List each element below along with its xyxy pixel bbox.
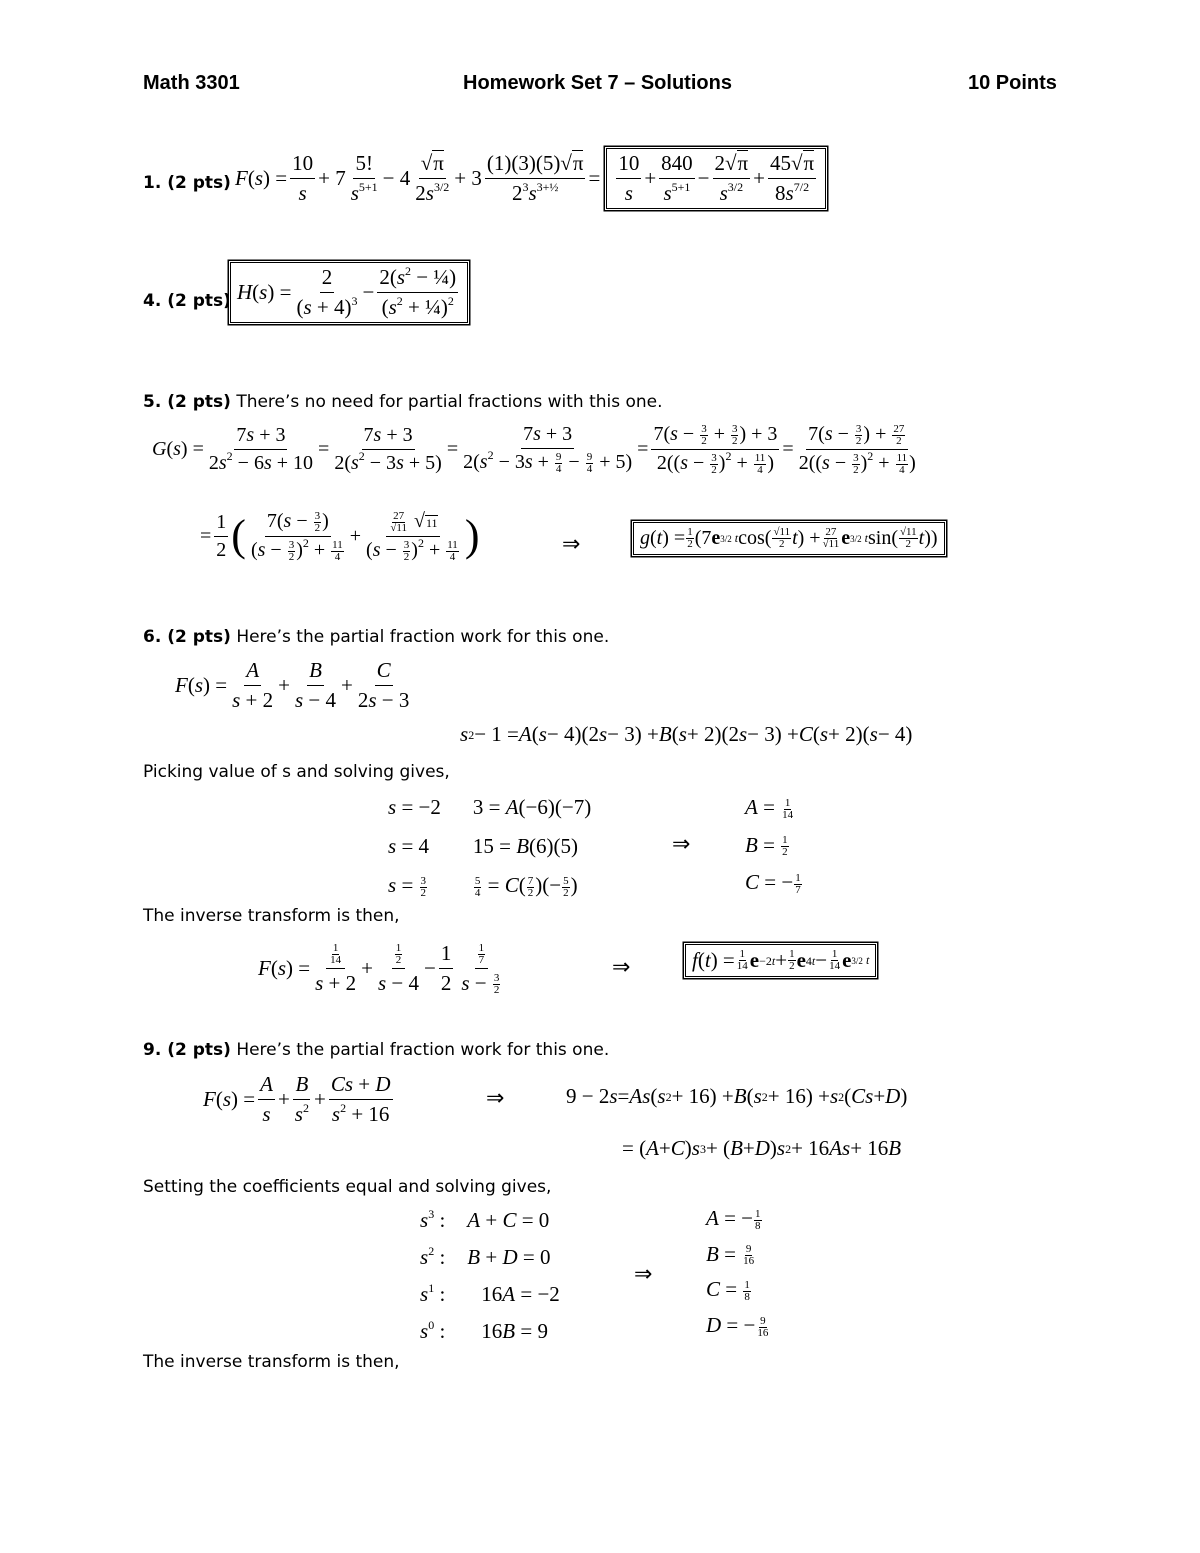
- implies-arrow-p9-a: ⇒: [486, 1086, 505, 1111]
- problem-6-inverse-text: The inverse transform is then,: [143, 906, 400, 926]
- points-label: 10 Points: [968, 72, 1057, 94]
- problem-6-decomposition: F ( s ) = $\frac{A}{s + 2}$ + $\frac{B}{s - 4}$ + $\frac{C}{2s - 3}$: [175, 658, 410, 712]
- problem-6-picking-text: Picking value of s and solving gives,: [143, 762, 450, 782]
- implies-arrow-p6-b: ⇒: [612, 955, 631, 980]
- problem-9-coefficients: A = − $\frac{1}{8}$ B = $\frac{9}{16}$ C = $\frac{1}{8}$ D = − $\frac{9}{16}$: [706, 1206, 769, 1339]
- problem-9-setting-text: Setting the coefficients equal and solving gives,: [143, 1177, 552, 1197]
- problem-6-final-decomposition: F ( s ) = $\frac{\frac{1}{14}}{s + 2}$ + $\frac{\frac{1}{2}}{s - 4}$ − $\frac{1}{2}$ $\frac{1}{7}$ s − $\frac{3}{2}$: [258, 940, 500, 997]
- problem-5-result: g ( t ) = $\frac{1}{2}$ (7 e 3/2 t cos( $\frac{√11}{2}$ t ) + $\frac{27}{√11}$ e 3/2 t sin( $\frac{√11}{2}$ t )): [633, 522, 945, 555]
- problem-6-intro: 6. (2 pts) Here’s the partial fraction work for this one.: [143, 627, 610, 647]
- problem-1-label: 1. (2 pts): [143, 173, 231, 193]
- problem-9-decomposition: F ( s ) = $\frac{A}{s}$ + $\frac{B}{s^2}$ + $\frac{Cs + D}{s^2 + 16}$: [203, 1072, 391, 1126]
- problem-6-result: f ( t ) = $\frac{1}{14}$ e −2t + $\frac{1}{2}$ e 4t − $\frac{1}{14}$ e 3/2 t: [685, 944, 876, 977]
- problem-6-coefficients: A = $\frac{1}{14}$ B = $\frac{1}{2}$ C = − $\frac{1}{7}$: [745, 795, 801, 897]
- implies-arrow-p9-b: ⇒: [634, 1262, 653, 1287]
- implies-arrow-p5: ⇒: [562, 532, 581, 557]
- problem-4-equation: H ( s ) = $\frac{2}{(s + 4)^3}$ − $\frac{2(s^2 - \frac{1}{4})}{(s^2 + \frac{1}{4})^2}$: [230, 262, 468, 323]
- problem-1-equation: F ( s ) = $\frac{10}{s}$ + 7 $\frac{5!}{s^{5+1}}$ − 4 $\frac{√\pi}{2s^{3/2}}$ + 3 $\frac{(1)(3)(5)√\pi}{2^3s^{3+\frac{1}{2}}}$ = $\frac{10}{s}$ + $\frac{840}{s^{5+1}}$ − $\frac{2√\pi}{s^{3/2}}$ + $\frac{45√\pi}{8s^{7/2}}$: [235, 148, 826, 209]
- problem-6-identity: s 2 − 1 = A ( s − 4)(2 s − 3) + B ( s + 2)(2 s − 3) + C ( s + 2)( s − 4): [460, 722, 913, 746]
- problem-5-intro: 5. (2 pts) There’s no need for partial fractions with this one.: [143, 392, 663, 412]
- problem-5-equation-line-2: = $\frac{1}{2}$ ( 7(s − $\frac{3}{2}$ ) (s − $\frac{3}{2}$ )$^2$ + $\frac{11}{4}$ + $\frac{27}{√11}$ √11 (s − $\frac{3}{2}$ )$^2$ + $\frac{11}{4}$ ): [200, 509, 480, 563]
- problem-9-coefficient-equations: $s^3$ : $s^2$ : $s^1$ : $s^0$ : A + C = 0 B + D = 0 16A = −2 16B = 9: [420, 1207, 560, 1343]
- implies-arrow-p6-a: ⇒: [672, 832, 691, 857]
- problem-4-label: 4. (2 pts): [143, 291, 231, 311]
- course-label: Math 3301: [143, 72, 240, 94]
- problem-9-intro: 9. (2 pts) Here’s the partial fraction work for this one.: [143, 1040, 610, 1060]
- problem-5-equation-line-1: G ( s ) = $\frac{7s + 3}{2s^2 - 6s + 10}$ = $\frac{7s + 3}{2(s^2 - 3s + 5)}$ = 7s + 3 $2(s^2 - 3s$ + $\frac{9}{4}$ − $\frac{9}{4}$ + 5) = 7(s − $\frac{3}{2}$ + $\frac{3}{2}$ ) + 3 2((s − $\frac{3}{2}$ )$^2$ + $\frac{11}{4}$ ) = 7(s − $\frac{3}{2}$ ) + $\frac{27}{2}$ 2((s − $\frac{3}{2}$ )$^2$ + $\frac{11}{4}$ ): [152, 422, 916, 476]
- problem-9-expanded: = ( A + C ) s 3 + ( B + D ) s 2 + 16 As + 16 B: [622, 1136, 902, 1160]
- problem-9-identity: 9 − 2 s = As ( s 2 + 16) + B ( s 2 + 16) + s 2 ( Cs + D ): [566, 1084, 908, 1108]
- problem-6-solve-table: s = −2 s = 4 s = $\frac{3}{2}$ 3 = A(−6)(−7) 15 = B(6)(5) $\frac{5}{4}$ = C( $\frac{7}{2}$ )(− $\frac{5}{2}$ ): [388, 795, 592, 899]
- problem-9-inverse-text: The inverse transform is then,: [143, 1352, 400, 1372]
- page-title: Homework Set 7 – Solutions: [463, 72, 732, 94]
